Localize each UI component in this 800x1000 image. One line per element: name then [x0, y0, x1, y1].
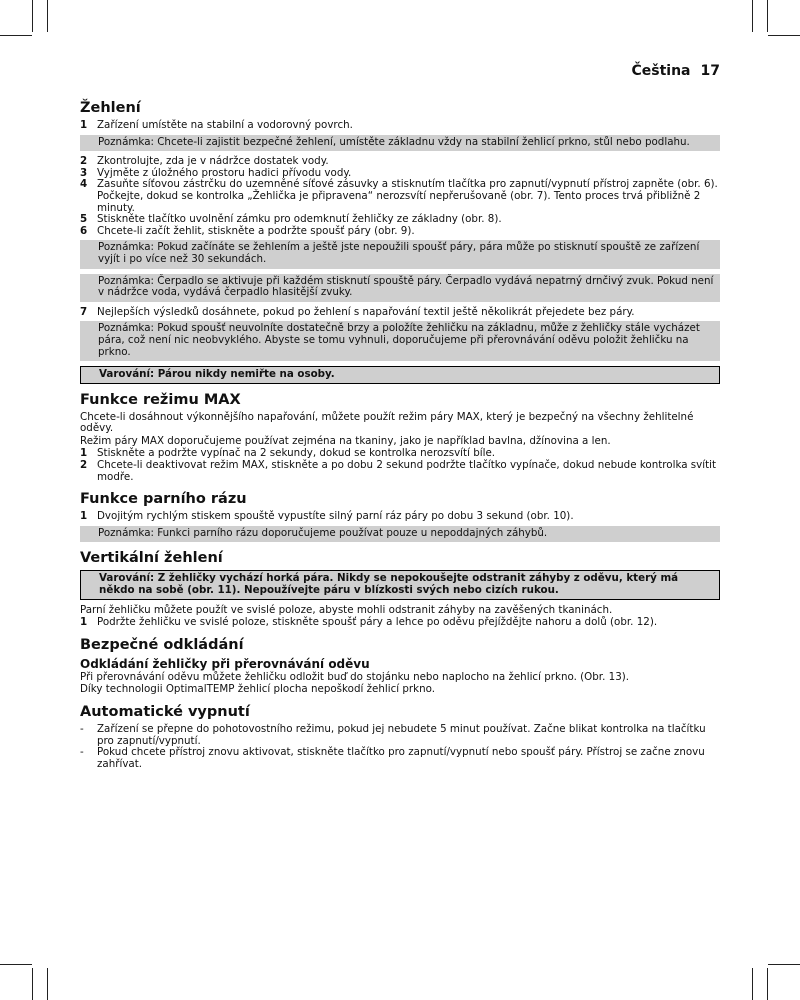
paragraph: Díky technologii OptimalTEMP žehlicí plocha nepoškodí žehlicí prkno.: [80, 683, 436, 696]
list-item: 1 Podržte žehličku ve svislé poloze, stiskněte spoušť páry a lehce po oděvu přejíždějte nahoru a dolů (obr. 12).: [80, 616, 658, 629]
list-item: - Pokud chcete přístroj znovu aktivovat, stiskněte tlačítko pro zapnutí/vypnutí nebo spoušť páry. Přístroj se začne znovu zahřívat.: [80, 746, 705, 770]
page-number: 17: [700, 63, 720, 79]
page-header: [632, 63, 721, 79]
crop-mark: [768, 35, 800, 36]
warning-box: Varování: Z žehličky vychází horká pára. Nikdy se nepokoušejte odstranit záhyby z oděvu, který má někdo na sobě (obr. 11). Nepoužívejte páru v blízkosti svých nebo cizích rukou.: [80, 570, 720, 599]
note-box: Poznámka: Chcete-li zajistit bezpečné žehlení, umístěte základnu vždy na stabilní žehlicí prkno, stůl nebo podlahu.: [80, 135, 720, 152]
crop-mark: [768, 964, 800, 965]
list-item: - Zařízení se přepne do pohotovostního režimu, pokud jej nebudete 5 minut používat. Začne blikat kontrolka na tlačítku pro zapnutí/vypnutí.: [80, 723, 706, 747]
crop-mark: [767, 0, 768, 32]
list-item: 6 Chcete-li začít žehlit, stiskněte a podržte spoušť páry (obr. 9).: [80, 224, 415, 237]
crop-mark: [0, 35, 32, 36]
list-item: 2 Chcete-li deaktivovat režim MAX, stiskněte a po dobu 2 sekund podržte tlačítko vypínače, dokud nebude kontrolka svítit modře.: [80, 459, 717, 483]
list-item: 5 Stiskněte tlačítko uvolnění zámku pro odemknutí žehličky ze základny (obr. 8).: [80, 213, 502, 226]
note-box: Poznámka: Čerpadlo se aktivuje při každém stisknutí spouště páry. Čerpadlo vydává nepatrný drnčivý zvuk. Pokud není v nádržce voda, vydává čerpadlo hlasitější zvuky.: [80, 274, 720, 302]
paragraph: Při přerovnávání oděvu můžete žehličku odložit buď do stojánku nebo naplocho na žehlicí prkno. (Obr. 13).: [80, 670, 630, 683]
list-item: 1 Stiskněte a podržte vypínač na 2 sekundy, dokud se kontrolka nerozsvítí bíle.: [80, 447, 496, 460]
section-title-vertical-ironing: Vertikální žehlení: [80, 550, 223, 567]
list-item: 4 Zasuňte síťovou zástrčku do uzemněné síťové zásuvky a stisknutím tlačítka pro zapnutí/vypnutí přístroj zapněte (obr. 6). Počkejte, dokud se kontrolka „Žehlička je připravena“ nerozsvítí nepřerušovaně (obr. 7). Tento proces trvá přibližně 2 minuty.: [80, 178, 718, 214]
crop-mark: [47, 0, 48, 32]
section-title-max-mode: Funkce režimu MAX: [80, 391, 241, 408]
list-item: 2 Zkontrolujte, zda je v nádržce dostatek vody.: [80, 155, 329, 168]
list-item: 7 Nejlepších výsledků dosáhnete, pokud po žehlení s napařování textil ještě několikrát přejedete bez páry.: [80, 305, 635, 318]
language-label: Čeština: [631, 63, 691, 79]
crop-mark: [32, 0, 33, 32]
section-title-ironing: Žehlení: [80, 100, 141, 116]
page-content: [80, 92, 720, 770]
paragraph: Režim páry MAX doporučujeme používat zejména na tkaniny, jako je například bavlna, džínovina a len.: [80, 434, 611, 447]
note-box: Poznámka: Pokud začínáte se žehlením a ještě jste nepoužili spoušť páry, pára může po stisknutí spouště ze zařízení vyjít i po více než 30 sekundách.: [80, 240, 720, 268]
subsection-title: Odkládání žehličky při přerovnávání oděvu: [80, 656, 370, 671]
paragraph: Parní žehličku můžete použít ve svislé poloze, abyste mohli odstranit záhyby na zavěšených tkaninách.: [80, 603, 613, 616]
warning-box: Varování: Párou nikdy nemiřte na osoby.: [80, 366, 720, 384]
section-title-steam-boost: Funkce parního rázu: [80, 491, 247, 508]
list-item: 1 Zařízení umístěte na stabilní a vodorovný povrch.: [80, 119, 353, 131]
crop-mark: [0, 964, 32, 965]
note-box: Poznámka: Funkci parního rázu doporučujeme používat pouze u nepoddajných záhybů.: [80, 526, 720, 543]
note-box: Poznámka: Pokud spoušť neuvolníte dostatečně brzy a položíte žehličku na základnu, může z žehličky stále vycházet pára, což není nic neobvyklého. Abyste se tomu vyhnuli, doporučujeme při přerovnávání oděvu položit žehličku na prkno.: [80, 321, 720, 361]
crop-mark: [32, 968, 33, 1000]
crop-mark: [752, 0, 753, 32]
crop-mark: [47, 968, 48, 1000]
list-item: 3 Vyjměte z úložného prostoru hadici přívodu vody.: [80, 166, 352, 179]
crop-mark: [767, 968, 768, 1000]
section-title-auto-off: Automatické vypnutí: [80, 704, 250, 720]
paragraph: Chcete-li dosáhnout výkonnějšího napařování, můžete použít režim páry MAX, který je bezpečný na všechny žehlitelné oděvy.: [80, 410, 694, 435]
section-title-safe-resting: Bezpečné odkládání: [80, 636, 244, 653]
list-item: 1 Dvojitým rychlým stiskem spouště vypustíte silný parní ráz páry po dobu 3 sekund (obr. 10).: [80, 510, 574, 523]
crop-mark: [752, 968, 753, 1000]
